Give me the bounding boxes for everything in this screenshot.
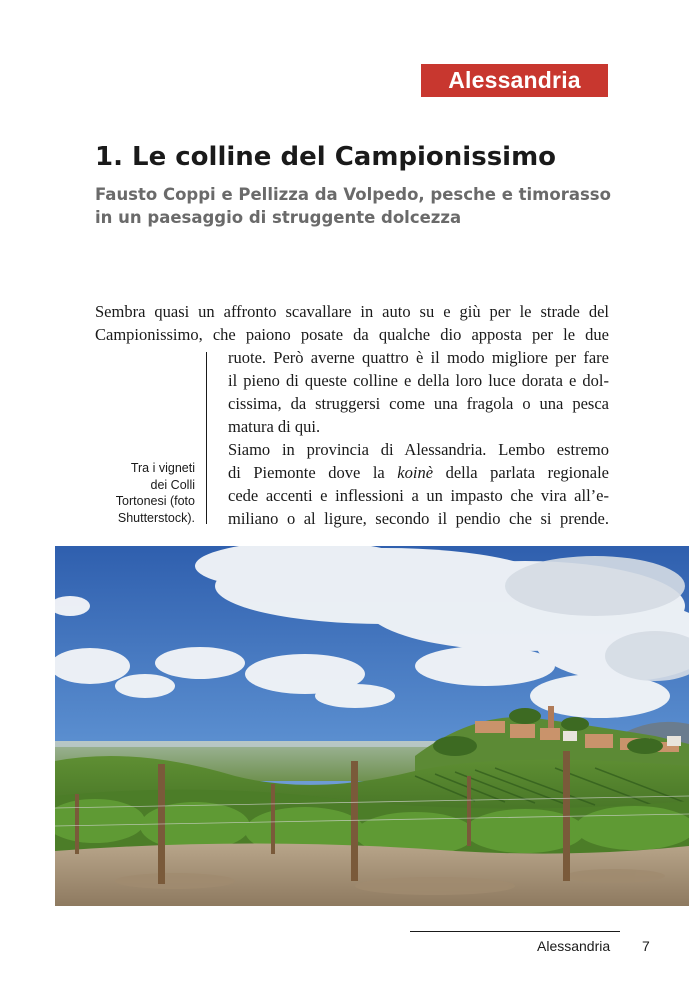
caption-line: Tra i vigneti: [130, 461, 195, 475]
page-number: 7: [642, 938, 650, 954]
text-line: miliano o al ligure, secondo il pendio che si prende.: [228, 509, 609, 528]
text-line: Campionissimo, che paiono posate da qualche dio apposta per le due: [95, 325, 609, 344]
chapter-subtitle: [95, 183, 615, 229]
photo-caption: [95, 460, 195, 526]
caption-line: Shutterstock).: [117, 510, 195, 525]
footer-rule: [410, 931, 620, 932]
paragraph-1-intro: [95, 300, 609, 346]
text-line: ruote. Però averne quattro è il modo migliore per fare: [228, 348, 609, 367]
emphasis-koine: koinè: [397, 463, 434, 482]
text-line: Siamo in provincia di Alessandria. Lembo estremo: [228, 440, 609, 459]
body-column: [228, 346, 609, 530]
text-line: cede accenti e inflessioni a un impasto che vira all’e-: [228, 486, 609, 505]
subtitle-line-2: in un paesaggio di struggente dolcezza: [95, 208, 462, 227]
subtitle-line-1: Fausto Coppi e Pellizza da Volpedo, pesche e timorasso: [95, 185, 611, 204]
caption-line: Tortonesi (foto: [115, 494, 195, 508]
chapter-title: 1. Le colline del Campionissimo: [95, 142, 557, 172]
vineyard-photo: [55, 546, 689, 906]
text-line: [228, 461, 609, 484]
text-fragment: della parlata regionale: [433, 463, 609, 482]
text-line: cissima, da struggersi come una fragola o una pesca: [228, 394, 609, 413]
caption-rule: [206, 352, 207, 524]
text-fragment: di Piemonte dove la: [228, 463, 398, 482]
text-line: Sembra quasi un affronto scavallare in auto su e giù per le strade del: [95, 302, 609, 321]
caption-line: dei Colli: [150, 477, 195, 492]
region-tab: Alessandria: [421, 64, 608, 97]
text-line: il pieno di queste colline e della loro luce dorata e dol-: [228, 371, 609, 390]
text-line: matura di qui.: [228, 417, 321, 436]
footer-section-title: Alessandria: [537, 938, 611, 954]
